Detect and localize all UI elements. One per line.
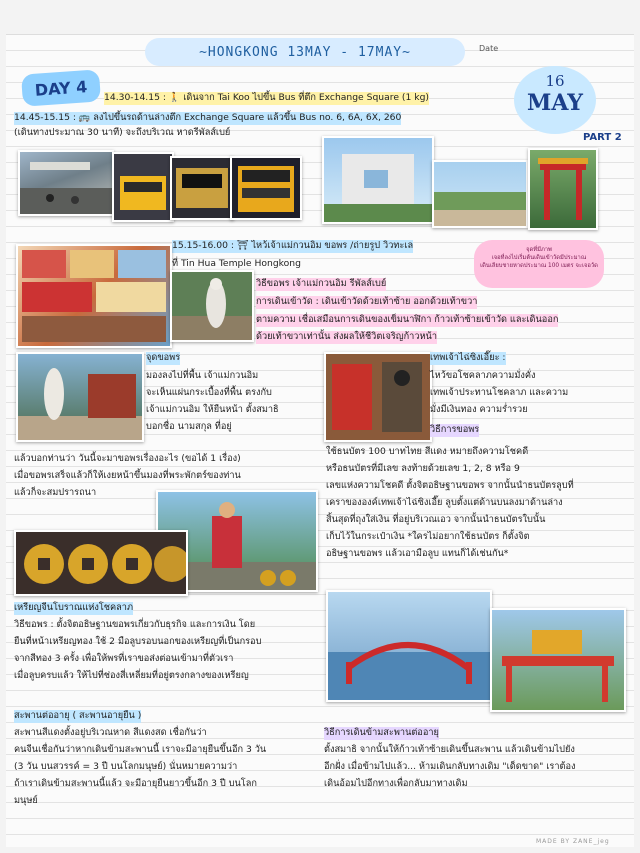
itinerary-line-5: ที่ Tin Hua Temple Hongkong bbox=[172, 258, 301, 269]
itinerary-line-7: การเดินเข้าวัด : เดินเข้าวัดด้วยเท้าซ้าย ออกด้วยเท้าขวา bbox=[256, 296, 478, 307]
bridge-heading: สะพานต่ออายุ ( สะพานอายุยืน ) bbox=[14, 710, 142, 721]
photo-longevity-bridge bbox=[326, 590, 492, 702]
photo-double-decker bbox=[230, 156, 302, 220]
photo-kuanyin-statue bbox=[170, 270, 254, 342]
bridge-method-line-1: ตั้งสมาธิ จากนั้นให้ก้าวเท้าซ้ายเดินขึ้นสะพาน แล้วเดินข้ามไปยัง bbox=[324, 744, 575, 755]
kuanyin-line-5: แล้วบอกท่านว่า วันนี้จะมาขอพรเรื่องอะไร (ขอได้ 1 เรื่อง) bbox=[14, 453, 241, 464]
caishen-shrine-illustration bbox=[326, 354, 430, 440]
date-label: Date bbox=[479, 44, 499, 53]
kuanyin-line-1: มองลงไปที่พื้น เจ้าแม่กวนอิม bbox=[146, 370, 259, 381]
kuanyin-line-4: บอกชื่อ นามสกุล ที่อยู่ bbox=[146, 421, 232, 432]
bridge-line-4: ถ้าเราเดินข้ามสะพานนี้แล้ว จะมีอายุยืนยาวขึ้นอีก 3 ปี บนโลก bbox=[14, 778, 257, 789]
caishen-method-heading: วิธีการขอพร bbox=[430, 424, 480, 435]
page-title: ~HONGKONG 13MAY - 17MAY~ bbox=[145, 38, 465, 66]
kuanyin-heading: จุดขอพร bbox=[146, 352, 181, 363]
date-bubble bbox=[514, 66, 596, 134]
photo-bridge-steps bbox=[490, 608, 626, 712]
caishen-heading: เทพเจ้าไฉ่ซิงเอี๊ยะ : bbox=[430, 352, 506, 363]
kuanyin-line-6: เมื่อขอพรเสร็จแล้วก็ให้เงยหน้าขึ้นมองที่พระพักตร์ของท่าน bbox=[14, 470, 241, 481]
photo-beach-path bbox=[432, 160, 528, 228]
itinerary-line-8: ตามความ เชื่อเสมือนการเดินของเข็มนาฬิกา ก้าวเท้าซ้ายเข้าวัด และเดินออก bbox=[256, 314, 559, 325]
caishen-line-2: เทพเจ้าประทานโชคลาภ และความ bbox=[430, 387, 569, 398]
gate-illustration bbox=[530, 150, 596, 228]
bridge-line-5: มนุษย์ bbox=[14, 795, 38, 806]
wish-spot-illustration bbox=[18, 354, 142, 440]
bridge-line-3: (3 วัน บนสวรรค์ = 3 ปี บนโลกมนุษย์) นั่นหมายความว่า bbox=[14, 761, 238, 772]
caishen-line-9: สิ้นสุดที่ถุงใส่เงิน ที่อยู่บริเวณเอว จากนั้นนำธนบัตรใบนั้น bbox=[326, 514, 546, 525]
wish-method-title: วิธีขอพร เจ้าแม่กวนอิม รีพัลส์เบย์ bbox=[256, 278, 387, 289]
caishen-line-5: ใช้ธนบัตร 100 บาทไทย สีแดง หมายถึงความโชคดี bbox=[326, 446, 529, 457]
photo-gold-coins bbox=[14, 530, 188, 596]
double-decker-illustration bbox=[232, 158, 300, 218]
photo-wish-spot bbox=[16, 352, 144, 442]
photo-caishen-shrine bbox=[324, 352, 432, 442]
tip-note bbox=[474, 240, 604, 288]
tip-note-line-3: เดินเลียบชายหาดประมาณ 100 เมตร จะเจอวัด bbox=[480, 263, 598, 269]
watermark: MADE BY ZANE_jeg bbox=[536, 838, 610, 845]
part-label: PART 2 bbox=[583, 132, 622, 143]
itinerary-line-9: ด้วยเท้าขวาเท่านั้น ส่งผลให้ชีวิตเจริญก้าวหน้า bbox=[256, 331, 437, 342]
beach-illustration bbox=[434, 162, 526, 226]
bridge-method-line-2: อีกฝั่ง เมื่อข้ามไปแล้ว... ห้ามเดินกลับทางเดิม "เด็ดขาด" เราต้อง bbox=[324, 761, 576, 772]
photo-temple-gate bbox=[528, 148, 598, 230]
kuanyin-statue-illustration bbox=[172, 272, 252, 340]
photo-bus-station bbox=[112, 152, 174, 222]
itinerary-line-3: (เดินทางประมาณ 30 นาที) จะถึงบริเวณ หาดรีพัลส์เบย์ bbox=[14, 127, 231, 138]
caishen-line-1: ไหว้ขอโชคลาภความมั่งคั่ง bbox=[430, 370, 536, 381]
date-month: MAY bbox=[526, 90, 584, 116]
coins-line-2: ยืนที่หน้าเหรียญทอง ใช้ 2 มือลูบรอบนอกของเหรียญที่เป็นกรอบ bbox=[14, 636, 262, 647]
caishen-line-6: หรือธนบัตรที่มีเลข ลงท้ายด้วยเลข 1, 2, 8 หรือ 9 bbox=[326, 463, 520, 474]
tip-note-line-1: จุดที่มีภาพ bbox=[526, 247, 552, 253]
temple-collage-illustration bbox=[18, 246, 170, 346]
gold-coins-illustration bbox=[16, 532, 186, 594]
coins-line-3: จากสีทอง 3 ครั้ง เพื่อให้พรที่เราขอส่งต่อนเข้ามาที่ตัวเรา bbox=[14, 653, 234, 664]
photo-bus-interior bbox=[170, 156, 234, 220]
day-badge: DAY 4 bbox=[21, 69, 101, 106]
itinerary-line-2: 14.45-15.15 : 🚌 ลงไปขึ้นรถด้านล่างตึก Exchange Square แล้วขึ้น Bus no. 6, 6A, 6X, 260 bbox=[14, 112, 402, 123]
caishen-line-10: เก็บไว้ในกระเป๋าเงิน *ใครไม่อยากใช้ธนบัตร ก็ตั้งจิต bbox=[326, 531, 530, 542]
walkway-illustration bbox=[20, 152, 112, 214]
photo-walkway bbox=[18, 150, 114, 216]
bus-station-illustration bbox=[114, 154, 172, 220]
itinerary-line-1: 14.30-14.15 : 🚶 เดินจาก Tai Koo ไปขึ้น Bus ที่ตึก Exchange Square (1 kg) bbox=[104, 92, 429, 103]
bridge-method-line-3: เดินอ้อมไปอีกทางเพื่อกลับมาทางเดิม bbox=[324, 778, 468, 789]
caishen-line-3: มั่งมีเงินทอง ความร่ำรวย bbox=[430, 404, 528, 415]
photo-repulse-bay-building bbox=[322, 136, 434, 224]
kuanyin-line-7: แล้วก็จะสมปรารถนา bbox=[14, 487, 97, 498]
caishen-line-11: อธิษฐานขอพร แล้วเอามือลูบ แทนก็ได้เช่นกัน* bbox=[326, 548, 509, 559]
coins-line-1: วิธีขอพร : ตั้งจิตอธิษฐานขอพรเกี่ยวกับธุรกิจ และการเงิน โดย bbox=[14, 619, 256, 630]
building-illustration bbox=[324, 138, 432, 222]
bus-interior-illustration bbox=[172, 158, 232, 218]
bridge-steps-illustration bbox=[492, 610, 624, 710]
caishen-line-7: เลขแห่งความโชคดี ตั้งจิตอธิษฐานขอพร จากนั้นนำธนบัตรลูบที่ bbox=[326, 480, 574, 491]
caishen-line-8: เคราขององค์เทพเจ้าไฉ่ซิงเอี๊ย ลูบตั้งแต่ด้านบนลงมาด้านล่าง bbox=[326, 497, 563, 508]
kuanyin-line-3: เจ้าแม่กวนอิม ให้ยืนหน้า ตั้งสมาธิ bbox=[146, 404, 279, 415]
bridge-line-2: คนจีนเชื่อกันว่าหากเดินข้ามสะพานนี้ เราจะมีอายุยืนขึ้นอีก 3 วัน bbox=[14, 744, 267, 755]
tip-note-line-2: เจอที่ลงไปเริ่มต้นเดินเข้าวัดมีประมาณ bbox=[491, 255, 587, 261]
date-number: 16 bbox=[545, 72, 565, 90]
itinerary-line-4: 15.15-16.00 : ⛩ ไหว้เจ้าแม่กวนอิม ขอพร /ถ่ายรูป วิวทะเล bbox=[172, 240, 414, 251]
longevity-bridge-illustration bbox=[328, 592, 490, 700]
bridge-line-1: สะพานสีแดงตั้งอยู่บริเวณหาด สีแดงสด เชื่อกันว่า bbox=[14, 727, 207, 738]
kuanyin-line-2: จะเห็นแผ่นกระเบื้องที่พื้น ตรงกับ bbox=[146, 387, 272, 398]
coins-line-4: เมื่อลูบครบแล้ว ให้ไปที่ช่องสี่เหลี่ยมที่อยู่ตรงกลางของเหรียญ bbox=[14, 670, 249, 681]
coins-heading: เหรียญจีนโบราณแห่งโชคลาภ bbox=[14, 602, 134, 613]
bridge-method-heading: วิธีการเดินข้ามสะพานต่ออายุ bbox=[324, 727, 439, 738]
photo-temple-collage bbox=[16, 244, 172, 348]
